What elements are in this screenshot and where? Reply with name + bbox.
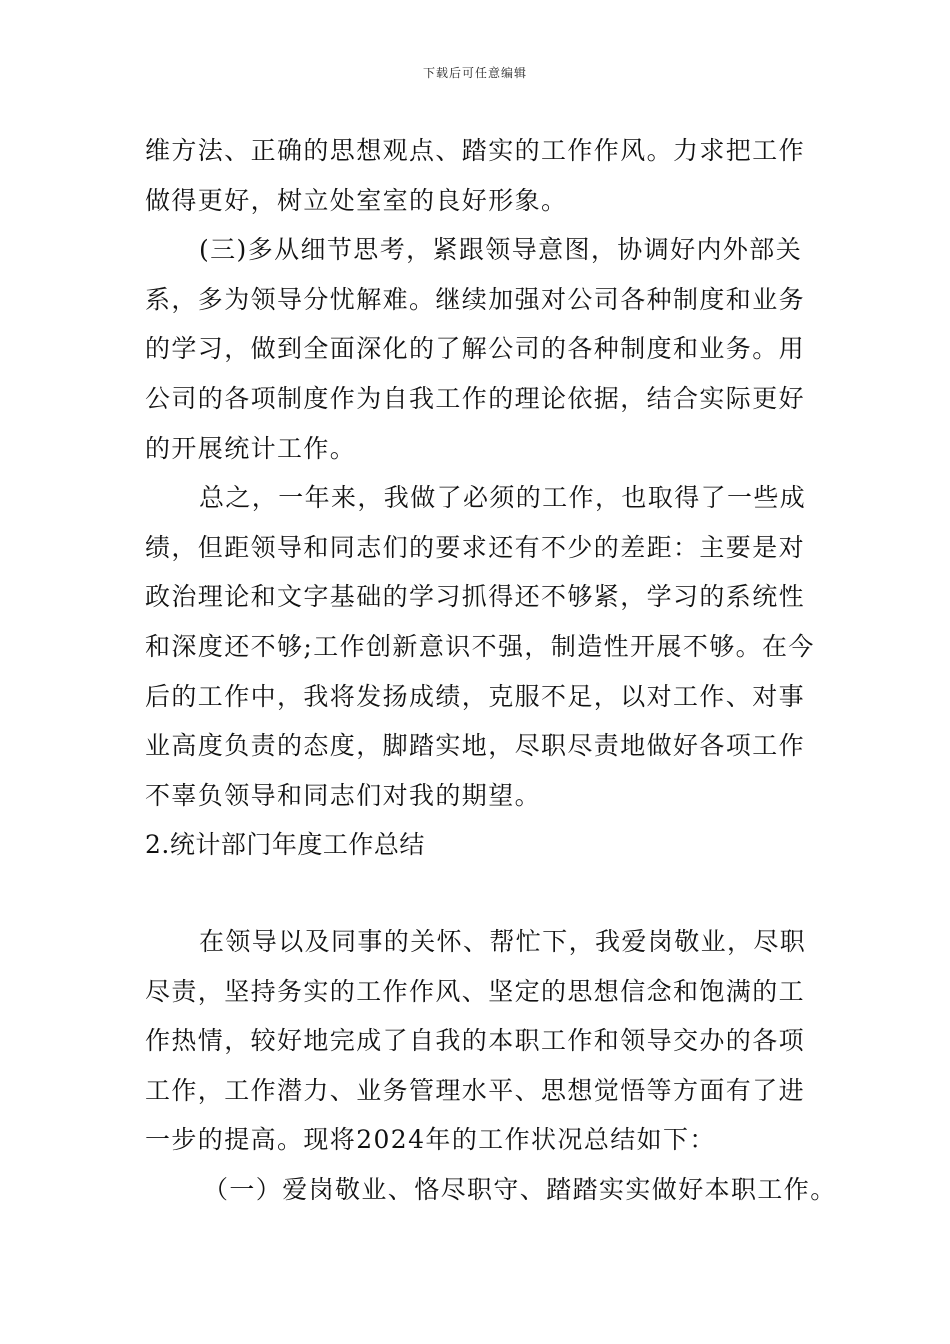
paragraph-line: 政治理论和文字基础的学习抓得还不够紧，学习的系统性	[145, 582, 806, 612]
paragraph-line: 总之，一年来，我做了必须的工作，也取得了一些成	[199, 483, 807, 513]
paragraph-line: 做得更好，树立处室室的良好形象。	[145, 185, 568, 215]
paragraph-line: 的学习，做到全面深化的了解公司的各种制度和业务。用	[145, 334, 806, 364]
paragraph-line: 后的工作中，我将发扬成绩，克服不足，以对工作、对事	[145, 681, 806, 711]
blank-line	[145, 870, 810, 917]
header-note: 下载后可任意编辑	[422, 66, 527, 80]
paragraph-line: (三)多从细节思考，紧跟领导意图，协调好内外部关	[199, 235, 803, 265]
subsection-heading: （一）爱岗敬业、恪尽职守、踏踏实实做好本职工作。	[203, 1174, 837, 1204]
paragraph-line: 系，多为领导分忧解难。继续加强对公司各种制度和业务	[145, 284, 806, 314]
paragraph-line: 作热情，较好地完成了自我的本职工作和领导交办的各项	[145, 1026, 806, 1056]
paragraph-line: 维方法、正确的思想观点、踏实的工作作风。力求把工作	[145, 136, 806, 165]
paragraph-line: 的开展统计工作。	[145, 433, 357, 463]
paragraph-line: 公司的各项制度作为自我工作的理论依据，结合实际更好	[145, 383, 806, 413]
paragraph-line: 绩，但距领导和同志们的要求还有不少的差距：主要是对	[145, 532, 806, 562]
paragraph-line: 和深度还不够;工作创新意识不强，制造性开展不够。在今	[145, 631, 815, 661]
paragraph-line: 尽责，坚持务实的工作作风、坚定的思想信念和饱满的工	[145, 976, 806, 1006]
document-body	[145, 126, 837, 1214]
paragraph-line: 业高度负责的态度，脚踏实地，尽职尽责地做好各项工作	[145, 731, 806, 761]
section-heading: 2.统计部门年度工作总结	[145, 830, 425, 860]
paragraph-line: 一步的提高。现将2024年的工作状况总结如下：	[145, 1125, 716, 1155]
paragraph-line: 工作，工作潜力、业务管理水平、思想觉悟等方面有了进	[145, 1075, 806, 1105]
paragraph-line: 不辜负领导和同志们对我的期望。	[145, 780, 542, 810]
paragraph-line: 在领导以及同事的关怀、帮忙下，我爱岗敬业，尽职	[199, 926, 807, 956]
